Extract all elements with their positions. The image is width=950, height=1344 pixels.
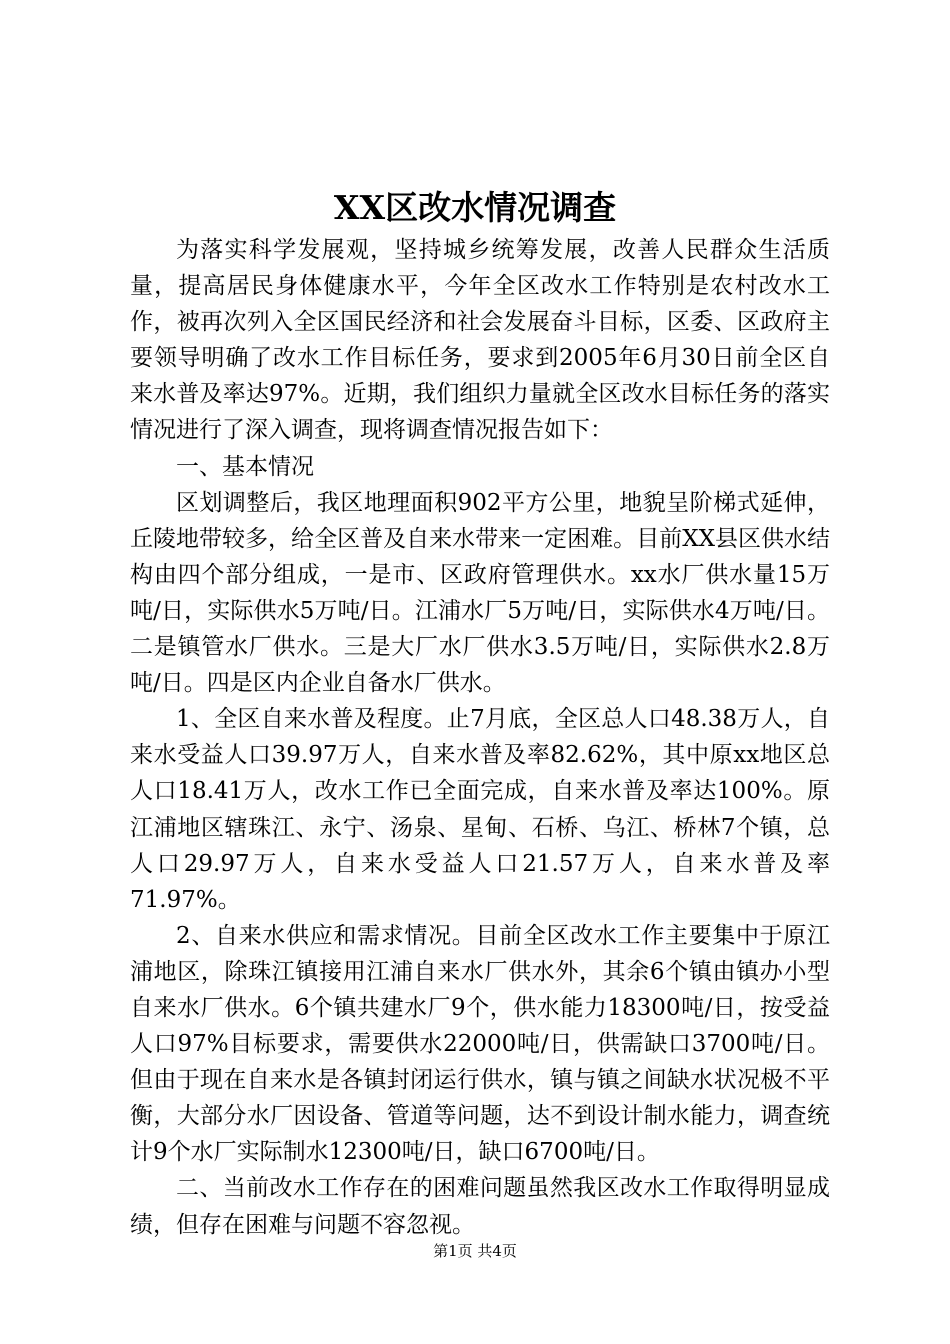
- section-heading-difficulties: 二、当前改水工作存在的困难问题虽然我区改水工作取得明显成绩，但存在困难与问题不容忽视。: [130, 1175, 830, 1238]
- section-heading-basic-situation: 一、基本情况: [176, 453, 314, 480]
- paragraph-intro: 为落实科学发展观，坚持城乡统筹发展，改善人民群众生活质量，提高居民身体健康水平，今年全区改水工作特别是农村改水工作，被再次列入全区国民经济和社会发展奋斗目标，区委、区政府主要领导明确了改水工作目标任务，要求到2005年6月30日前全区自来水普及率达97%。近期，我们组织力量就全区改水目标任务的落实情况进行了深入调查，现将调查情况报告如下：: [130, 237, 830, 444]
- paragraph-supply-demand: 2、自来水供应和需求情况。目前全区改水工作主要集中于原江浦地区，除珠江镇接用江浦自来水厂供水外，其余6个镇由镇办小型自来水厂供水。6个镇共建水厂9个，供水能力18300吨/日，按受益人口97%目标要求，需要供水22000吨/日，供需缺口3700吨/日。但由于现在自来水是各镇封闭运行供水，镇与镇之间缺水状况极不平衡，大部分水厂因设备、管道等问题，达不到设计制水能力，调查统计9个水厂实际制水12300吨/日，缺口6700吨/日。: [130, 922, 830, 1166]
- document-title: XX区改水情况调查: [333, 188, 617, 227]
- paragraph-supply-structure: 区划调整后，我区地理面积902平方公里，地貌呈阶梯式延伸，丘陵地带较多，给全区普及自来水带来一定困难。目前XX县区供水结构由四个部分组成，一是市、区政府管理供水。xx水厂供水量15万吨/日，实际供水5万吨/日。江浦水厂5万吨/日，实际供水4万吨/日。二是镇管水厂供水。三是大厂水厂供水3.5万吨/日，实际供水2.8万吨/日。四是区内企业自备水厂供水。: [130, 489, 830, 697]
- paragraph-coverage: 1、全区自来水普及程度。止7月底，全区总人口48.38万人，自来水受益人口39.97万人，自来水普及率82.62%，其中原xx地区总人口18.41万人，改水工作已全面完成，自来水普及率达100%。原江浦地区辖珠江、永宁、汤泉、星甸、石桥、乌江、桥林7个镇，总人口29.97万人，自来水受益人口21.57万人，自来水普及率71.97%。: [130, 706, 830, 913]
- page-footer: 第1页 共4页: [433, 1242, 517, 1260]
- document-body: [130, 232, 830, 1243]
